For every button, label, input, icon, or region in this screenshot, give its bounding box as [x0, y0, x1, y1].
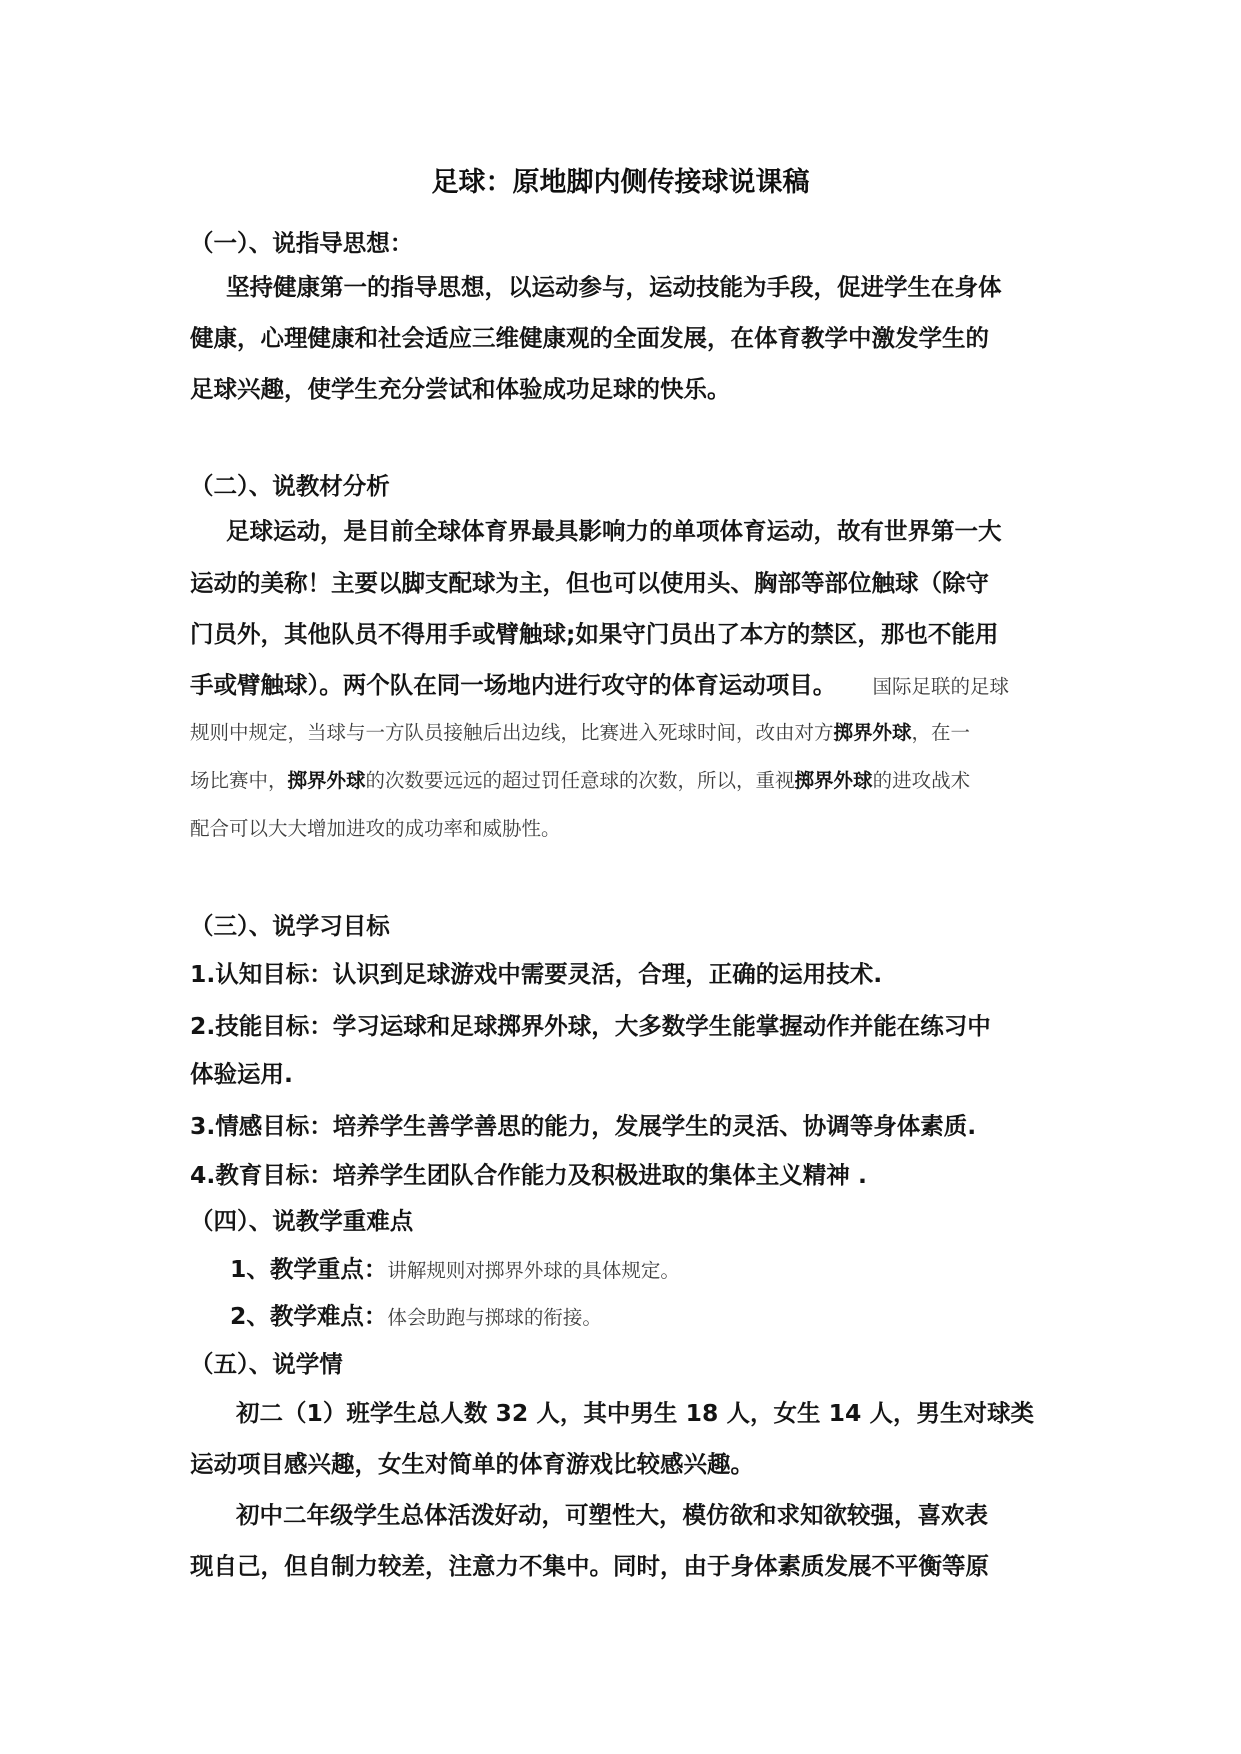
difficult-point-item: [230, 1300, 602, 1334]
section-heading-learning-goals: （三）、说学习目标: [190, 912, 390, 940]
goal-item: 1.认知目标：认识到足球游戏中需要灵活，合理，正确的运用技术.: [190, 960, 883, 988]
difficult-point-text: 体会助跑与掷球的衔接。: [387, 1306, 602, 1329]
goal-item: 2.技能目标：学习运球和足球掷界外球，大多数学生能掌握动作并能在练习中: [190, 1012, 991, 1040]
paragraph-text: 规则中规定，当球与一方队员接触后出边线，比赛进入死球时间，改由对方: [190, 721, 834, 744]
paragraph-line: 初二（1）班学生总人数 32 人，其中男生 18 人，女生 14 人，男生对球类: [236, 1399, 1035, 1427]
paragraph-line: [190, 717, 970, 749]
paragraph-text: 的进攻战术: [872, 769, 971, 792]
paragraph-text: ，在一: [911, 721, 971, 744]
goal-item-continued: 体验运用.: [190, 1060, 293, 1088]
paragraph-line: 门员外，其他队员不得用手或臂触球;如果守门员出了本方的禁区，那也不能用: [190, 620, 999, 648]
difficult-point-label: 2、教学难点：: [230, 1302, 388, 1330]
paragraph-line: 现自己，但自制力较差，注意力不集中。同时，由于身体素质发展不平衡等原: [190, 1552, 989, 1580]
keyword-throw-in: 掷界外球: [833, 721, 912, 744]
paragraph-line: 坚持健康第一的指导思想，以运动参与，运动技能为手段，促进学生在身体: [226, 273, 1002, 301]
paragraph-line: 足球运动，是目前全球体育界最具影响力的单项体育运动，故有世界第一大: [226, 517, 1002, 545]
paragraph-line: 初中二年级学生总体活泼好动，可塑性大，模仿欲和求知欲较强，喜欢表: [236, 1501, 988, 1529]
paragraph-line: 运动的美称！主要以脚支配球为主，但也可以使用头、胸部等部位触球（除守: [190, 569, 989, 597]
paragraph-text: 手或臂触球）。两个队在同一场地内进行攻守的体育运动项目。: [190, 671, 837, 699]
paragraph-text: 场比赛中，: [190, 769, 288, 792]
section-heading-guiding-ideology: （一）、说指导思想：: [190, 229, 414, 257]
key-point-label: 1、教学重点：: [230, 1255, 388, 1283]
paragraph-line: 健康，心理健康和社会适应三维健康观的全面发展，在体育教学中激发学生的: [190, 324, 989, 352]
goal-item: 3.情感目标：培养学生善学善思的能力，发展学生的灵活、协调等身体素质.: [190, 1112, 977, 1140]
goal-item: 4.教育目标：培养学生团队合作能力及积极进取的集体主义精神 .: [190, 1161, 867, 1189]
section-heading-material-analysis: （二）、说教材分析: [190, 472, 390, 500]
document-title: 足球：原地脚内侧传接球说课稿: [431, 167, 810, 198]
section-heading-student-situation: （五）、说学情: [190, 1350, 343, 1378]
paragraph-text: 的次数要远远的超过罚任意球的次数，所以，重视: [365, 769, 795, 792]
key-point-text: 讲解规则对掷界外球的具体规定。: [387, 1259, 680, 1282]
keyword-throw-in: 掷界外球: [794, 769, 873, 792]
key-point-item: [230, 1253, 680, 1287]
paragraph-line: [190, 765, 970, 797]
paragraph-line: 配合可以大大增加进攻的成功率和威胁性。: [190, 817, 561, 840]
section-heading-key-points: （四）、说教学重难点: [190, 1207, 414, 1235]
paragraph-text: 国际足联的足球: [872, 675, 1009, 698]
paragraph-line: [190, 669, 1009, 703]
paragraph-line: 运动项目感兴趣，女生对简单的体育游戏比较感兴趣。: [190, 1450, 754, 1478]
paragraph-line: 足球兴趣，使学生充分尝试和体验成功足球的快乐。: [190, 375, 731, 403]
keyword-throw-in: 掷界外球: [287, 769, 366, 792]
